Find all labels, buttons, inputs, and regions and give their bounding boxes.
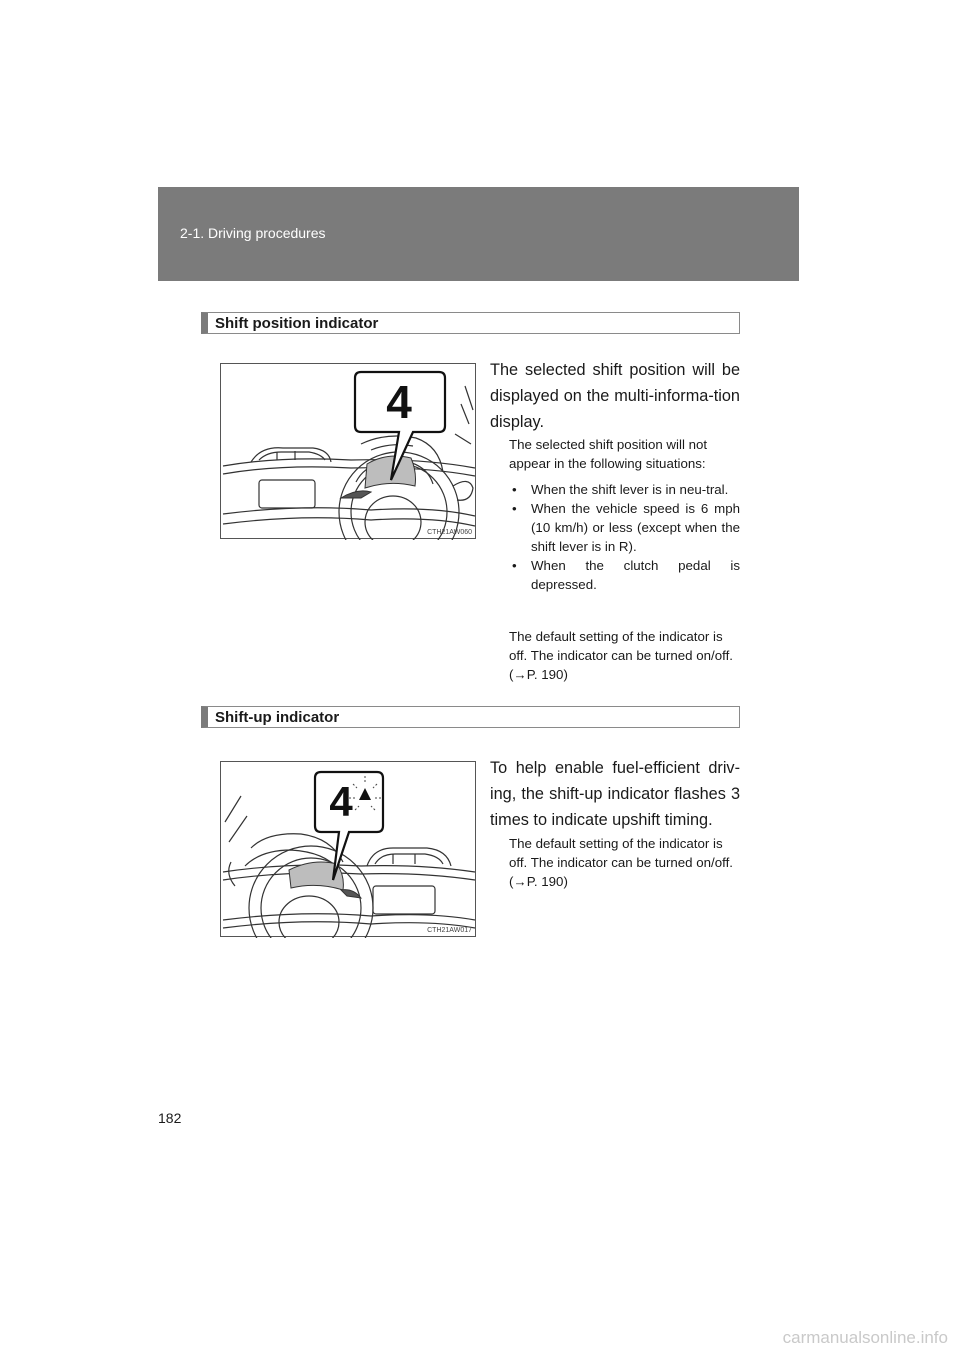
list-item: • When the clutch pedal is depressed.: [512, 558, 740, 592]
indicator-digit: 4: [386, 376, 412, 428]
dashboard-illustration: [221, 364, 477, 540]
note-text: The selected shift position will not appear in the following situations:: [509, 437, 708, 471]
section-title-text: Shift position indicator: [215, 315, 379, 332]
bullet-icon: •: [512, 482, 517, 497]
situation-list: [509, 480, 740, 594]
illustration-shift-up: [220, 761, 476, 937]
chapter-header: [158, 187, 799, 281]
bullet-icon: •: [512, 558, 517, 573]
section-title-shift-up: [201, 706, 740, 728]
note-default-setting: The default setting of the indicator is off. The indicator can be turned on/off. (→P. 190): [509, 836, 733, 889]
lead-text: The selected shift position will be displayed on the multi-informa-tion display.: [490, 361, 740, 431]
watermark: carmanualsonline.info: [782, 1328, 948, 1347]
list-item: • When the vehicle speed is 6 mph (10 km/h) or less (except when the shift lever is in R).: [512, 501, 740, 554]
section-title-shift-position: [201, 312, 740, 334]
list-item: • When the shift lever is in neu-tral.: [512, 482, 729, 497]
page-number: 182: [158, 1110, 182, 1126]
chapter-title: 2-1. Driving procedures: [180, 225, 326, 241]
section-title-text: Shift-up indicator: [215, 709, 340, 726]
lead-text: To help enable fuel-efficient driv-ing, the shift-up indicator flashes 3 times to indicate upshift timing.: [490, 759, 740, 829]
indicator-digit: 4: [329, 778, 353, 825]
figure-code: CTH21AW017: [427, 927, 472, 934]
bullet-icon: •: [512, 501, 517, 516]
illustration-shift-position: [220, 363, 476, 539]
figure-code: CTH21AW060: [427, 529, 472, 536]
note-default-setting: The default setting of the indicator is off. The indicator can be turned on/off. (→P. 190): [509, 629, 733, 682]
